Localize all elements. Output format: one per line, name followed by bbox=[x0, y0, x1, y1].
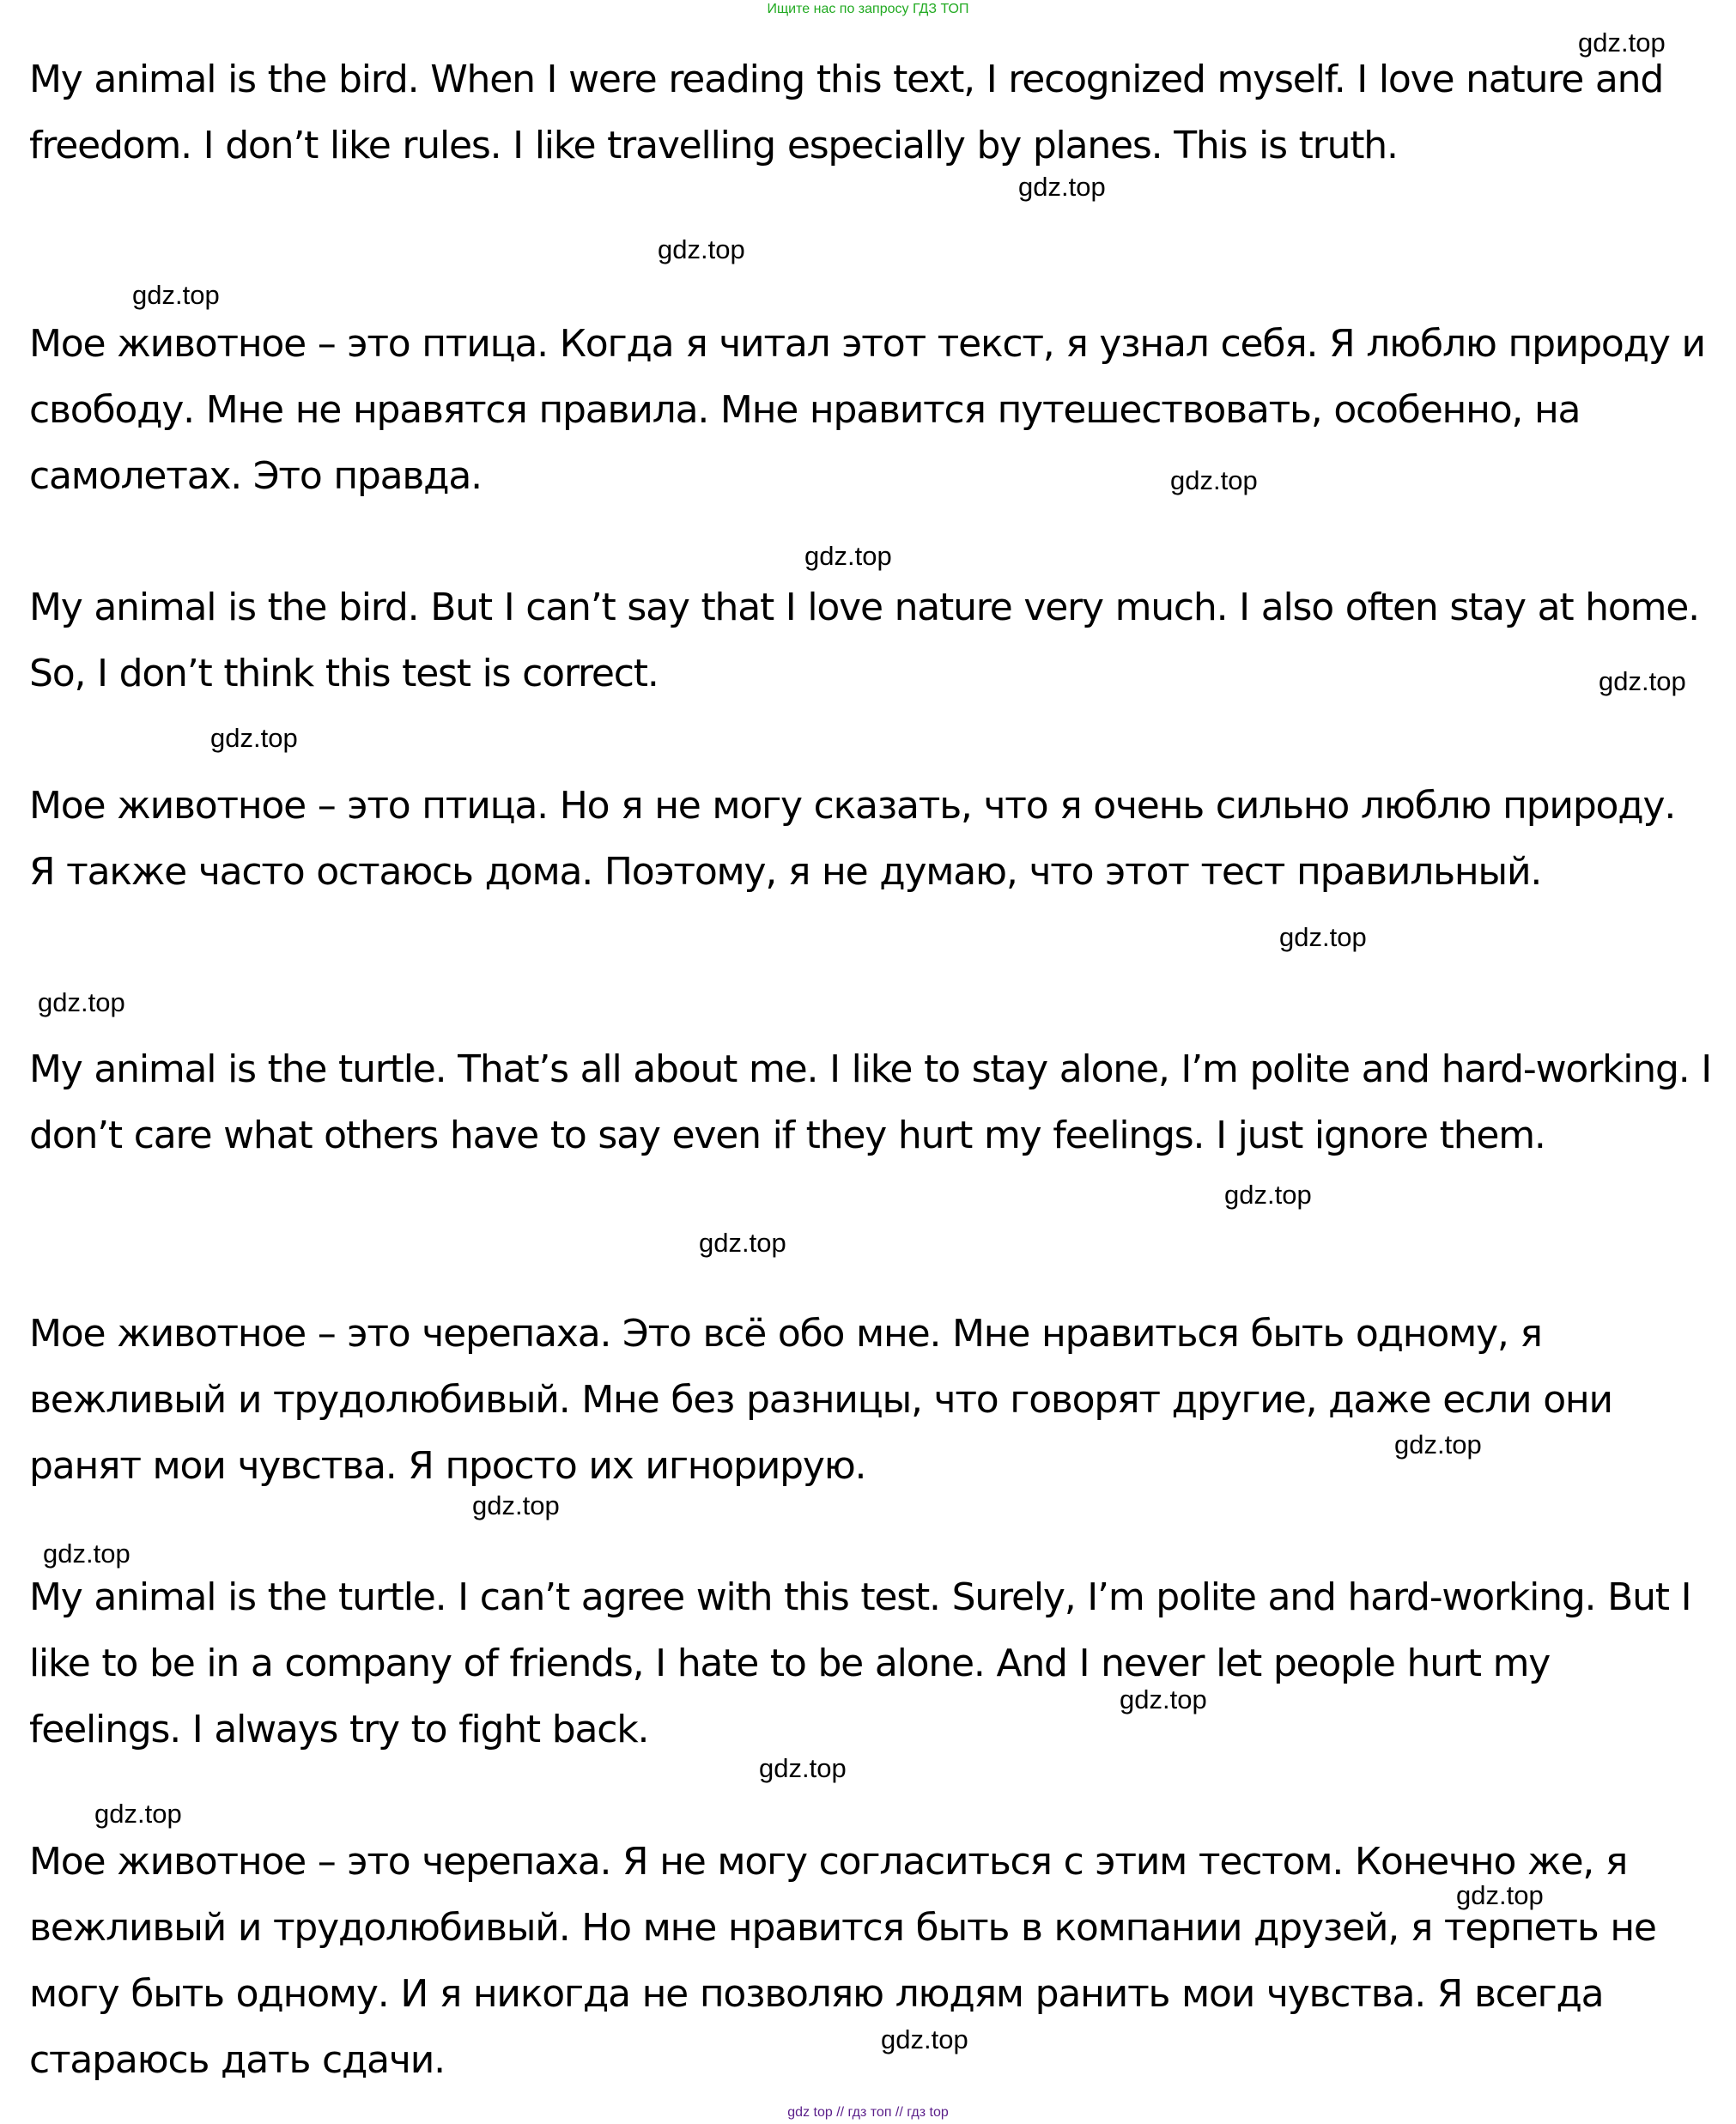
watermark: gdz.top bbox=[1599, 666, 1686, 696]
watermark: gdz.top bbox=[1224, 1180, 1312, 1210]
top-banner: Ищите нас по запросу ГДЗ ТОП bbox=[767, 2, 969, 16]
watermark: gdz.top bbox=[132, 280, 220, 310]
paragraph-1-english: My animal is the bird. When I were reading this text, I recognized myself. I love nature and freedom. I don’t like rules. I like travelling especially by planes. This is truth. bbox=[29, 58, 1664, 167]
watermark: gdz.top bbox=[1018, 172, 1106, 202]
watermark: gdz.top bbox=[804, 541, 892, 571]
watermark: gdz.top bbox=[43, 1538, 131, 1569]
paragraph-2-russian: Мое животное – это птица. Но я не могу сказать, что я очень сильно люблю природу. Я также часто остаюсь дома. Поэтому, я не думаю, что этот тест правильный. bbox=[29, 784, 1676, 894]
watermark: gdz.top bbox=[1456, 1880, 1544, 1910]
paragraph-3-english: My animal is the turtle. That’s all about me. I like to stay alone, I’m polite and hard-working. I don’t care what others have to say even if they hurt my feelings. I just ignore them. bbox=[29, 1047, 1712, 1157]
watermark: gdz.top bbox=[881, 2024, 968, 2054]
paragraph-1-russian: Мое животное – это птица. Когда я читал этот текст, я узнал себя. Я люблю природу и свободу. Мне не нравятся правила. Мне нравится путешествовать, особенно, на самолетах. Это правда. bbox=[29, 322, 1705, 498]
watermark: gdz.top bbox=[94, 1799, 182, 1829]
watermark: gdz.top bbox=[210, 723, 298, 753]
watermark: gdz.top bbox=[658, 234, 745, 264]
watermark: gdz.top bbox=[38, 987, 125, 1017]
watermark: gdz.top bbox=[1279, 922, 1367, 952]
paragraph-2-english: My animal is the bird. But I can’t say that I love nature very much. I also often stay at home. So, I don’t think this test is correct. bbox=[29, 586, 1699, 695]
watermark: gdz.top bbox=[1578, 27, 1666, 58]
paragraph-4-english: My animal is the turtle. I can’t agree with this test. Surely, I’m polite and hard-working. But I like to be in a company of friends, I hate to be alone. And I never let people hurt my feelings. I always try to fight back. bbox=[29, 1575, 1691, 1751]
footer-watermark: gdz top // гдз топ // гдз top bbox=[787, 2105, 949, 2120]
paragraph-4-russian: Мое животное – это черепаха. Я не могу согласиться с этим тестом. Конечно же, я вежливый и трудолюбивый. Но мне нравится быть в компании друзей, я терпеть не могу быть одному. И я никогда не позволяю людям ранить мои чувства. Я всегда стараюсь дать сдачи. bbox=[29, 1840, 1656, 2082]
watermark: gdz.top bbox=[699, 1228, 786, 1258]
watermark: gdz.top bbox=[1394, 1429, 1482, 1459]
watermark: gdz.top bbox=[759, 1753, 847, 1783]
watermark: gdz.top bbox=[1170, 465, 1258, 495]
watermark: gdz.top bbox=[1120, 1684, 1207, 1714]
paragraph-3-russian: Мое животное – это черепаха. Это всё обо мне. Мне нравиться быть одному, я вежливый и трудолюбивый. Мне без разницы, что говорят другие, даже если они ранят мои чувства. Я просто их игнорирую. bbox=[29, 1312, 1612, 1488]
watermark: gdz.top bbox=[472, 1490, 560, 1520]
